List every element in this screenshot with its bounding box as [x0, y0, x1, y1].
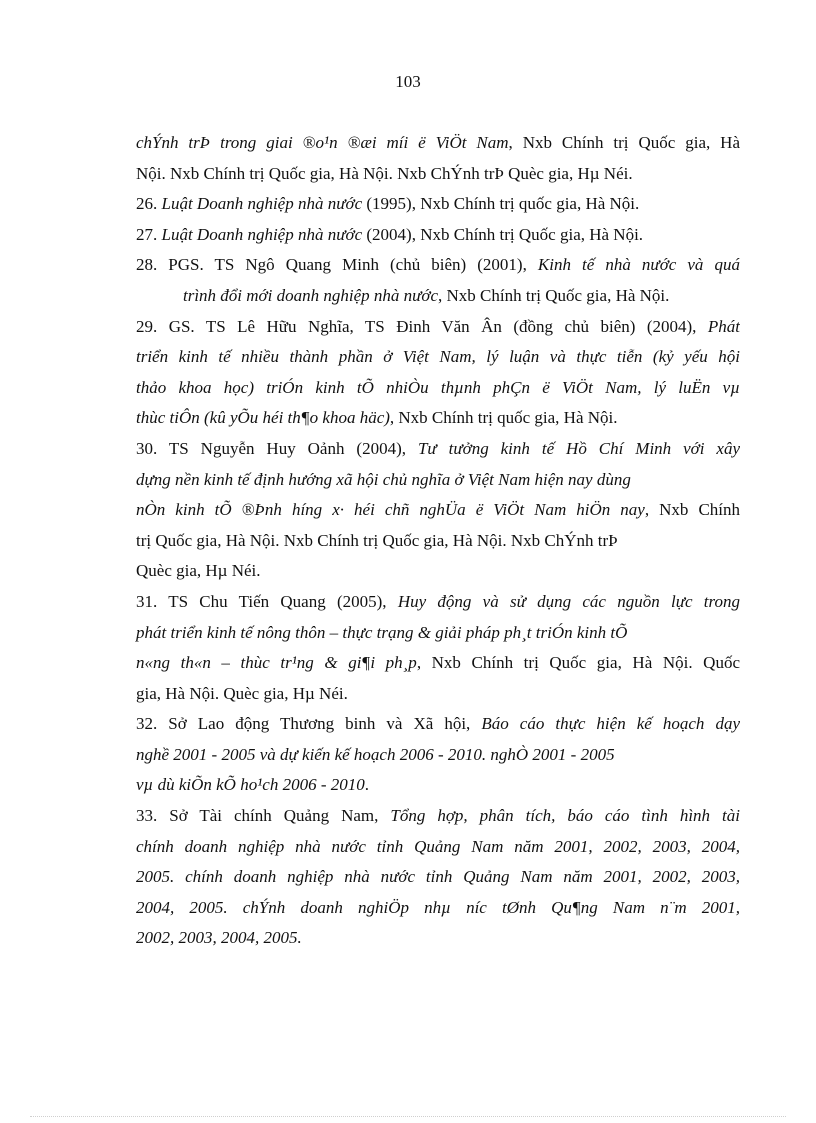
text-segment: 30. TS Nguyễn Huy Oảnh (2004),	[136, 438, 418, 458]
page-number: 103	[395, 72, 421, 91]
text-segment: 28. PGS. TS Ngô Quang Minh (chủ biên) (2001),	[136, 255, 538, 275]
reference-entry-26	[136, 189, 740, 220]
text-segment: dựng nền kinh tế định hướng xã hội chủ nghĩa ở Việt Nam hiện nay dùng	[136, 469, 631, 489]
text-segment: Luật Doanh nghiệp nhà nước	[161, 224, 363, 244]
text-line	[136, 618, 740, 649]
text-line	[136, 679, 740, 710]
text-line	[136, 893, 740, 924]
text-line	[136, 648, 740, 679]
text-segment: Tư tưởng kinh tế Hồ Chí Minh với xây	[417, 438, 740, 458]
text-segment: trình đổi mới doanh nghiệp nhà nước	[183, 285, 439, 305]
text-segment: chính doanh nghiệp nhà nước tỉnh Quảng Nam năm 2001, 2002, 2003, 2004,	[136, 836, 740, 856]
text-segment: triển kinh tế nhiều thành phần ở Việt Nam, lý luận và thực tiễn (kỷ yếu hội	[136, 347, 740, 367]
text-segment: nghề 2001 - 2005 và dự kiến kế hoạch 2006 - 2010. nghÒ 2001 - 2005	[136, 744, 615, 764]
text-segment: gia, Hà Nội. Quèc gia, Hµ Néi.	[136, 683, 348, 703]
reference-entry-31	[136, 587, 740, 618]
text-segment: vµ dù kiÕn kÕ ho¹ch 2006 - 2010	[136, 775, 365, 795]
reference-entry-27	[136, 220, 740, 251]
text-segment: 2005. chính doanh nghiệp nhà nước tỉnh Quảng Nam năm 2001, 2002, 2003,	[136, 867, 740, 887]
text-line	[136, 128, 740, 159]
text-segment: .	[364, 775, 370, 795]
text-segment: phát triển kinh tế nông thôn – thực trạng & giải pháp ph¸t triÓn kinh tÕ	[136, 622, 628, 642]
text-segment: 27.	[136, 224, 162, 244]
text-segment: (2004), Nxb Chính trị Quốc gia, Hà Nội.	[362, 224, 644, 244]
text-line	[136, 373, 740, 404]
text-line	[136, 832, 740, 863]
text-segment: 29. GS. TS Lê Hữu Nghĩa, TS Đinh Văn Ân (đồng chủ biên) (2004),	[136, 316, 708, 336]
text-line	[136, 862, 740, 893]
text-segment: chÝnh trÞ trong giai ®o¹n ®æi míi ë ViÖt Nam	[136, 133, 509, 152]
text-segment: 32. Sở Lao động Thương binh và Xã hội,	[136, 714, 482, 734]
reference-entry-29	[136, 312, 740, 343]
footer-divider	[30, 1116, 786, 1117]
reference-entry-33	[136, 801, 740, 832]
text-line	[136, 526, 740, 557]
text-line	[136, 281, 740, 312]
text-segment: , Nxb Chính trị Quốc gia, Hà Nội. Quốc	[416, 653, 740, 673]
text-segment: 2004, 2005. chÝnh doanh nghiÖp nhµ níc tØnh Qu¶ng Nam n¨m 2001,	[136, 897, 740, 917]
text-segment: Nội. Nxb Chính trị Quốc gia, Hà Nội. Nxb ChÝnh trÞ Quèc gia, Hµ Néi.	[136, 163, 633, 183]
text-segment: n«ng th«n – thùc tr¹ng & gi¶i ph¸p	[136, 653, 417, 673]
text-line	[136, 342, 740, 373]
text-segment: Kinh tế nhà nước và quá	[537, 255, 740, 275]
text-line	[136, 465, 740, 496]
text-segment: , Nxb Chính trị Quốc gia, Hà Nội.	[438, 285, 670, 305]
text-segment: thảo khoa học) triÓn kinh tÕ nhiÒu thµnh phÇn ë ViÖt Nam, lý luËn vµ	[136, 377, 740, 397]
text-segment: 26.	[136, 194, 162, 214]
text-segment: , Nxb Chính trị quốc gia, Hà Nội.	[389, 408, 618, 428]
text-segment: 2002, 2003, 2004, 2005.	[136, 928, 302, 948]
text-segment: thùc tiÔn (kû yÕu héi th¶o khoa häc)	[136, 408, 390, 428]
text-line	[136, 403, 740, 434]
text-line	[136, 770, 740, 801]
text-segment: Luật Doanh nghiệp nhà nước	[161, 194, 363, 214]
text-segment: , Nxb Chính trị Quốc gia, Hà	[508, 133, 740, 152]
reference-entry-30	[136, 434, 740, 465]
text-segment: Phát	[707, 316, 740, 336]
text-segment: Tổng hợp, phân tích, báo cáo tình hình tài	[390, 806, 740, 826]
text-segment: 33. Sở Tài chính Quảng Nam,	[136, 806, 391, 826]
text-line	[136, 495, 740, 526]
text-line	[136, 740, 740, 771]
text-line	[136, 159, 740, 190]
text-segment: Báo cáo thực hiện kế hoạch dạy	[481, 714, 740, 734]
text-line	[136, 556, 740, 587]
text-segment: trị Quốc gia, Hà Nội. Nxb Chính trị Quốc gia, Hà Nội. Nxb ChÝnh trÞ	[136, 530, 618, 550]
text-segment: 31. TS Chu Tiến Quang (2005),	[136, 591, 398, 611]
text-segment: , Nxb Chính	[644, 500, 740, 520]
text-segment: Huy động và sử dụng các nguồn lực trong	[397, 591, 740, 611]
reference-entry-32	[136, 709, 740, 740]
references-list	[136, 128, 740, 954]
text-segment: (1995), Nxb Chính trị quốc gia, Hà Nội.	[362, 194, 640, 214]
text-segment: Quèc gia, Hµ Néi.	[136, 561, 261, 581]
reference-entry-28	[136, 250, 740, 281]
text-segment: nÒn kinh tÕ ®Þnh híng x· héi chñ nghÜa ë ViÖt Nam hiÖn nay	[136, 500, 645, 520]
text-line	[136, 923, 740, 954]
